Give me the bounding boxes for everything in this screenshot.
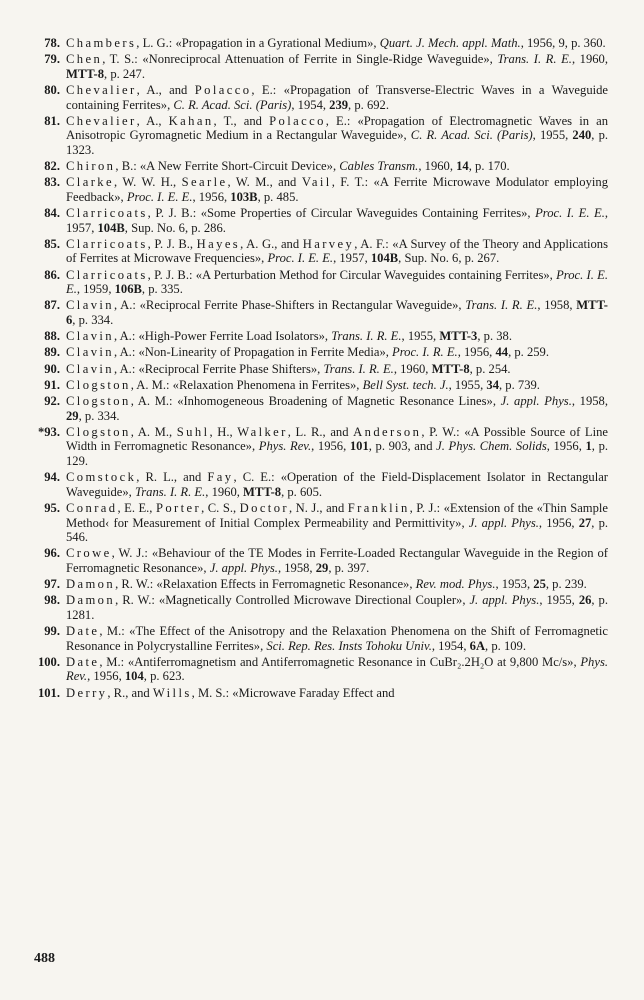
reference-text [66, 114, 608, 158]
author-name: Conrad [66, 500, 118, 515]
author-name: Clarricoats [66, 206, 148, 221]
reference-entry [22, 593, 608, 622]
journal-name: Quart. J. Mech. appl. Math. [379, 36, 521, 50]
reference-text [66, 362, 608, 377]
reference-number: 96. [44, 546, 60, 561]
author-name: Kahan [168, 113, 214, 128]
journal-name: Phys. Rev. [66, 654, 608, 684]
citation-text: , C. E.: «Operation of the Field-Displacement Isolator in Rectangular Waveguide», [66, 470, 608, 499]
citation-text: , 1954, [291, 97, 330, 112]
citation-text: , L. R., and [287, 424, 354, 439]
reference-number: 100. [37, 654, 60, 669]
citation-text: , 1955, [539, 593, 579, 608]
author-name: Damon [66, 593, 116, 608]
author-name: Clogston [66, 424, 131, 439]
citation-text: , C. S., [201, 500, 240, 515]
citation-text: , p. 109. [485, 638, 526, 653]
citation-text: , 1956, [87, 669, 125, 684]
citation-text: , p. 38. [477, 329, 512, 344]
citation-text: , 1956, [192, 189, 231, 204]
author-name: Polacco [194, 82, 252, 97]
author-name: Hayes [196, 236, 241, 251]
citation-text: , 1957, [333, 251, 371, 266]
volume-number: 26 [578, 593, 592, 608]
citation-text: , p. 247. [104, 66, 145, 81]
author-name: Chevalier [66, 82, 137, 97]
citation-text: , p. 692. [348, 97, 389, 112]
reference-entry [22, 655, 608, 684]
journal-name: Trans. I. R. E. [331, 329, 402, 344]
journal-name: J. appl. Phys. [469, 593, 540, 608]
reference-number: *93. [37, 424, 60, 439]
reference-text [66, 378, 608, 393]
author-name: Porter [155, 500, 202, 515]
volume-number: 44 [495, 345, 509, 360]
reference-entry [22, 686, 608, 701]
author-name: Chen [66, 52, 103, 67]
reference-entry [22, 546, 608, 575]
citation-text: , 1958, [571, 393, 608, 408]
reference-entry [22, 237, 608, 266]
citation-text: , A.: «Non-Linearity of Propagation in Ferrite Media», [113, 345, 393, 360]
author-name: Comstock [66, 470, 137, 485]
citation-text: , H., [209, 424, 238, 439]
volume-number: 29 [315, 560, 329, 575]
citation-text: , A. M.: «Relaxation Phenomena in Ferrites», [130, 377, 363, 392]
citation-text: , A., and [136, 82, 195, 97]
reference-entry [22, 83, 608, 112]
reference-text [66, 206, 608, 235]
citation-text: , A.: «High-Power Ferrite Load Isolators», [113, 329, 332, 344]
reference-number: 82. [44, 159, 60, 174]
reference-number: 87. [44, 298, 60, 313]
citation-text: , A. M., [130, 424, 177, 439]
reference-number: 85. [44, 236, 60, 251]
volume-number: 104 [124, 669, 144, 684]
reference-text [66, 175, 608, 204]
journal-name: J. Phys. Chem. Solids [436, 439, 547, 454]
volume-number: 240 [572, 128, 592, 143]
author-name: Chevalier [66, 113, 137, 128]
author-name: Clarke [66, 175, 114, 190]
reference-number: 86. [44, 267, 60, 282]
author-name: Clarricoats [66, 236, 148, 251]
citation-text: , L. G.: «Propagation in a Gyrational Medium», [136, 36, 380, 50]
reference-number: 78. [44, 36, 60, 50]
reference-entry [22, 624, 608, 653]
citation-text: , p. 254. [469, 361, 511, 376]
reference-number: 97. [44, 577, 60, 592]
reference-number: 84. [44, 206, 60, 221]
reference-text [66, 52, 608, 81]
citation-text: , F. T.: «A Ferrite Microwave Modulator employing Feedback», [66, 175, 608, 204]
reference-number: 79. [44, 52, 60, 67]
reference-entry [22, 362, 608, 377]
reference-entry [22, 298, 608, 327]
citation-text: , P. J. B.: «A Perturbation Method for Circular Waveguides containing Ferrites», [147, 267, 557, 282]
citation-text: , 1953, [495, 577, 534, 592]
reference-entry [22, 501, 608, 545]
citation-text: , 1956, [546, 439, 586, 454]
volume-number: 6A [469, 638, 486, 653]
reference-number: 101. [37, 685, 60, 700]
citation-text: , W. M., and [227, 175, 302, 190]
citation-text: , R. W.: «Relaxation Effects in Ferromagnetic Resonance», [115, 577, 416, 592]
reference-text [66, 394, 608, 423]
author-name: Fay [207, 470, 234, 485]
citation-text: , A.: «Reciprocal Ferrite Phase-Shifters in Rectangular Waveguide», [113, 298, 466, 313]
reference-text [66, 36, 608, 51]
citation-text: , 1958, [537, 298, 577, 313]
journal-name: Sci. Rep. Res. Insts Tohoku Univ. [266, 638, 432, 653]
journal-name: Trans. I. R. E. [323, 361, 394, 376]
citation-text: , M. S.: «Microwave Faraday Effect and [191, 685, 395, 700]
citation-text: , p. 485. [257, 189, 299, 204]
reference-text [66, 159, 608, 174]
citation-text: , 1955, [532, 128, 573, 143]
author-name: Derry [66, 685, 108, 700]
journal-name: Rev. mod. Phys. [415, 577, 496, 592]
citation-text: , W. W. H., [113, 175, 182, 190]
citation-text: , A. G., and [240, 236, 303, 251]
volume-number: 25 [533, 577, 546, 592]
reference-text [66, 329, 608, 344]
volume-number: 101 [349, 439, 369, 454]
citation-text: , M.: «Antiferromagnetism and Antiferromagnetic Resonance in CuBr₂.2H₂O at 9,800 Mc/s», [99, 654, 581, 669]
citation-text: , P. W.: «A Possible Source of Line Width in Ferromagnetic Resonance», [66, 424, 608, 454]
volume-number: MTT-8 [66, 66, 105, 81]
author-name: Anderson [353, 424, 422, 439]
volume-number: MTT-3 [439, 329, 478, 344]
reference-text [66, 686, 608, 701]
citation-text: , P. J. B.: «Some Properties of Circular Waveguides Containing Ferrites», [147, 206, 536, 221]
citation-text: , A. M.: «Inhomogeneous Broadening of Magnetic Resonance Lines», [130, 393, 501, 408]
citation-text: , p. 335. [141, 282, 183, 297]
citation-text: , 1956, 9, p. 360. [520, 36, 606, 50]
author-name: Clavin [66, 329, 114, 344]
volume-number: 29 [66, 408, 79, 423]
citation-text: , W. J.: «Behaviour of the TE Modes in Ferrite-Loaded Rectangular Waveguide in the Region of Ferromagnetic Resonance», [66, 546, 608, 575]
author-name: Suhl [176, 424, 210, 439]
citation-text: , E. E., [117, 500, 156, 515]
author-name: Chambers [66, 36, 137, 50]
citation-text: , p. 334. [72, 313, 114, 328]
citation-text: , p. 903, and [368, 439, 437, 454]
author-name: Doctor [239, 500, 289, 515]
journal-name: Cables Transm. [339, 159, 419, 174]
citation-text: , p. 239. [545, 577, 587, 592]
reference-entry [22, 425, 608, 469]
reference-text [66, 83, 608, 112]
reference-number: 81. [44, 113, 60, 128]
author-name: Date [66, 654, 100, 669]
citation-text: , 1955, [401, 329, 440, 344]
citation-text: , p. 334. [78, 408, 120, 423]
reference-entry [22, 378, 608, 393]
reference-entry [22, 159, 608, 174]
citation-text: , 1956, [538, 515, 579, 530]
citation-text: , N. J., and [289, 500, 348, 515]
reference-number: 95. [44, 500, 60, 515]
author-name: Searle [181, 175, 228, 190]
citation-text: , p. 623. [143, 669, 185, 684]
reference-entry [22, 36, 608, 51]
volume-number: 34 [486, 377, 499, 392]
citation-text: , R. W.: «Magnetically Controlled Microwave Directional Coupler», [115, 593, 470, 608]
journal-name: Trans. I. R. E. [134, 484, 206, 499]
reference-entry [22, 470, 608, 499]
volume-number: 14 [456, 159, 469, 174]
citation-text: , R. L., and [136, 470, 208, 485]
author-name: Polacco [269, 113, 326, 128]
reference-text [66, 268, 608, 297]
reference-number: 88. [44, 329, 60, 344]
reference-entry [22, 394, 608, 423]
citation-text: , 1960, [571, 52, 608, 67]
reference-text [66, 577, 608, 592]
journal-name: Proc. I. E. E. [535, 206, 605, 221]
citation-text: , P. J.: «Extension of the «Thin Sample Method‹ for Measurement of Initial Complex Permeability and Permittivity», [66, 500, 608, 530]
author-name: Clavin [66, 361, 114, 376]
journal-name: Proc. I. E. E. [126, 189, 193, 204]
volume-number: 104B [97, 220, 125, 235]
citation-text: , p. 739. [499, 377, 540, 392]
volume-number: 239 [329, 97, 349, 112]
citation-text: , p. 259. [508, 345, 549, 360]
citation-text: , 1956, [457, 345, 496, 360]
citation-text: , Sup. No. 6, p. 267. [398, 251, 500, 266]
citation-text: , p. 605. [281, 484, 323, 499]
reference-entry [22, 329, 608, 344]
citation-text: , p. 1281. [66, 593, 609, 622]
author-name: Clogston [66, 393, 131, 408]
author-name: Wills [152, 685, 192, 700]
citation-text: , 1960, [205, 484, 244, 499]
reference-entry [22, 52, 608, 81]
citation-text: , 1955, [448, 377, 487, 392]
reference-number: 94. [44, 470, 60, 485]
volume-number: 104B [370, 251, 399, 266]
citation-text: , p. 1323. [66, 128, 609, 157]
reference-entry [22, 268, 608, 297]
reference-number: 92. [44, 393, 60, 408]
journal-name: Trans. I. R. E. [497, 52, 572, 67]
citation-text: , A., [136, 113, 169, 128]
reference-entry [22, 114, 608, 158]
volume-number: 27 [578, 515, 592, 530]
author-name: Clarricoats [66, 267, 148, 282]
citation-text: , 1958, [277, 560, 316, 575]
journal-name: Bell Syst. tech. J. [362, 377, 449, 392]
reference-text [66, 470, 608, 499]
citation-text: , A. F.: «A Survey of the Theory and Applications of Ferrites at Microwave Frequencies», [66, 236, 608, 266]
reference-text [66, 501, 608, 545]
author-name: Crowe [66, 546, 112, 561]
citation-text: , E.: «Propagation of Transverse-Electric Waves in a Waveguide containing Ferrites», [66, 82, 608, 112]
author-name: Harvey [302, 236, 355, 251]
author-name: Clavin [66, 345, 114, 360]
citation-text: , T., and [213, 113, 270, 128]
reference-number: 89. [44, 345, 60, 360]
journal-name: C. R. Acad. Sci. (Paris) [410, 128, 533, 143]
reference-text [66, 425, 608, 469]
volume-number: 106B [114, 282, 142, 297]
citation-text: , 1959, [76, 282, 115, 297]
citation-text: , R., and [107, 685, 153, 700]
reference-text [66, 345, 608, 360]
volume-number: 103B [230, 189, 258, 204]
reference-text [66, 593, 608, 622]
citation-text: , T. S.: «Nonreciprocal Attenuation of Ferrite in Single-Ridge Waveguide», [102, 52, 498, 67]
reference-number: 80. [44, 82, 60, 97]
journal-name: J. appl. Phys. [500, 393, 572, 408]
author-name: Walker [237, 424, 288, 439]
author-name: Date [66, 624, 100, 639]
reference-number: 91. [44, 377, 60, 392]
citation-text: , 1954, [431, 638, 470, 653]
reference-entry [22, 206, 608, 235]
citation-text: , M.: «The Effect of the Anisotropy and the Relaxation Phenomena on the Shift of Ferromagnetic Resonance in Polycrystalline Ferrites», [66, 624, 608, 653]
reference-text [66, 624, 608, 653]
reference-entry [22, 175, 608, 204]
reference-text [66, 655, 608, 684]
volume-number: MTT-8 [431, 361, 470, 376]
journal-name: J. appl. Phys. [468, 515, 539, 530]
author-name: Damon [66, 577, 116, 592]
citation-text: , B.: «A New Ferrite Short-Circuit Device», [115, 159, 340, 174]
citation-text: , 1957, [66, 206, 608, 235]
reference-text [66, 546, 608, 575]
journal-name: J. appl. Phys. [209, 560, 278, 575]
reference-number: 99. [44, 624, 60, 639]
citation-text: , P. J. B., [147, 236, 197, 251]
reference-entry [22, 577, 608, 592]
citation-text: , Sup. No. 6, p. 286. [124, 220, 226, 235]
journal-name: Phys. Rev. [258, 439, 312, 454]
reference-entry [22, 345, 608, 360]
author-name: Franklin [347, 500, 410, 515]
journal-name: C. R. Acad. Sci. (Paris) [173, 97, 292, 112]
journal-name: Proc. I. R. E. [392, 345, 458, 360]
journal-name: Proc. I. E. E. [267, 251, 334, 266]
author-name: Vail [301, 175, 332, 190]
citation-text: , 1956, [311, 439, 350, 454]
citation-text: , 1960, [418, 159, 457, 174]
citation-text: , p. 129. [66, 439, 609, 468]
reference-number: 83. [44, 175, 60, 190]
reference-text [66, 298, 608, 327]
volume-number: MTT-8 [243, 484, 282, 499]
author-name: Clogston [66, 377, 131, 392]
reference-number: 98. [44, 593, 60, 608]
journal-name: Trans. I. R. E. [465, 298, 538, 313]
reference-number: 90. [44, 361, 60, 376]
author-name: Chiron [66, 159, 116, 174]
citation-text: , 1960, [393, 361, 432, 376]
author-name: Clavin [66, 298, 114, 313]
citation-text: , p. 397. [328, 560, 370, 575]
reference-list [22, 36, 608, 702]
reference-text [66, 237, 608, 266]
volume-number: 1 [585, 439, 592, 454]
citation-text: , A.: «Reciprocal Ferrite Phase Shifters», [113, 361, 324, 376]
citation-text: , p. 170. [468, 159, 510, 174]
journal-name: Proc. I. E. E. [66, 267, 608, 297]
citation-text: , p. 546. [66, 515, 609, 545]
citation-text: , E.: «Propagation of Electromagnetic Waves in an Anisotropic Gyromagnetic Medium in a Rectangular Waveguide», [66, 113, 609, 143]
page-number: 488 [34, 951, 55, 966]
volume-number: MTT-6 [66, 298, 609, 328]
